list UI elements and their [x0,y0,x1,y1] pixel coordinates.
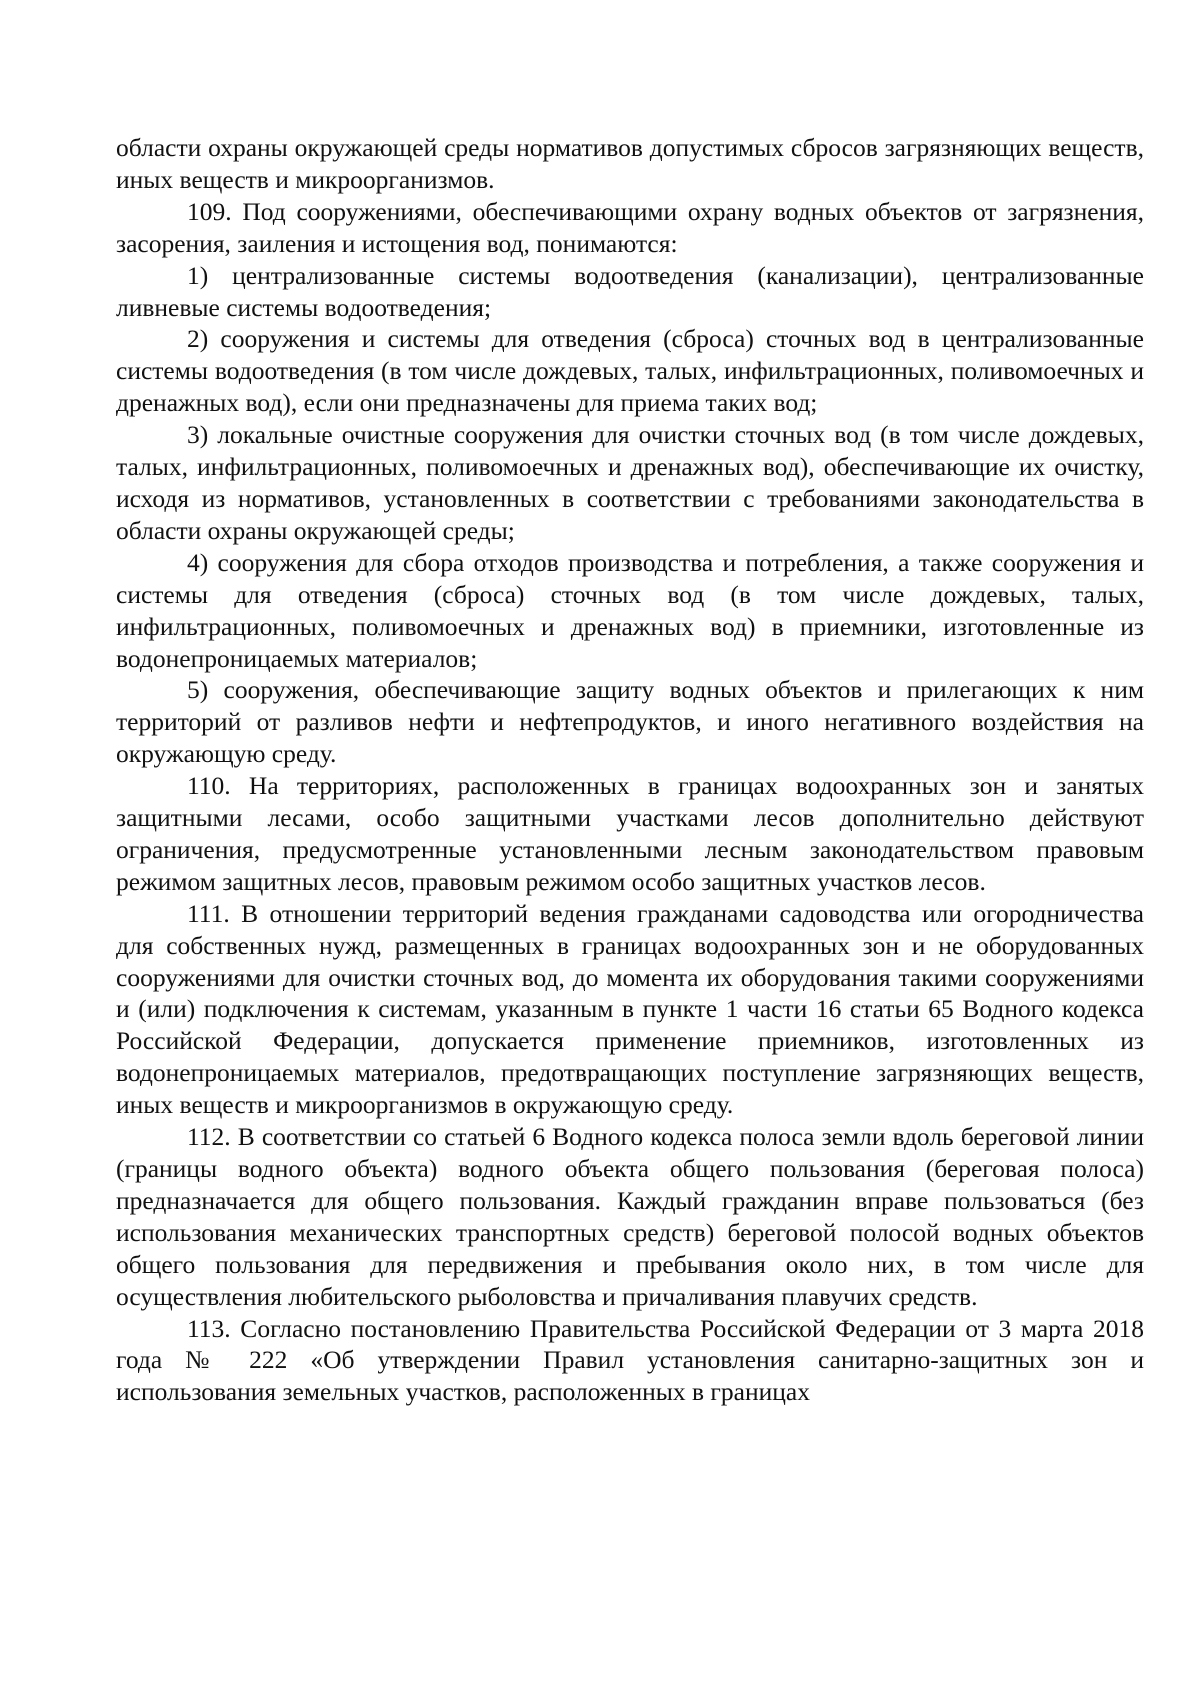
paragraph-109-item-3: 3) локальные очистные сооружения для очистки сточных вод (в том числе дождевых, талых, инфильтрационных, поливомоечных и дренажных вод), обеспечивающие их очистку, исходя из нормативов, установленных в соответствии с требованиями законодательства в области охраны окружающей среды; [116,420,1144,545]
paragraph-109: 109. Под сооружениями, обеспечивающими охрану водных объектов от загрязнения, засорения, заиления и истощения вод, понимаются: [116,196,1144,258]
paragraph-109-item-2: 2) сооружения и системы для отведения (сброса) сточных вод в централизованные системы водоотведения (в том числе дождевых, талых, инфильтрационных, поливомоечных и дренажных вод), если они предназначены для приема таких вод; [116,324,1144,418]
paragraph-continuation: области охраны окружающей среды нормативов допустимых сбросов загрязняющих веществ, иных веществ и микроорганизмов. [116,133,1144,194]
paragraph-111: 111. В отношении территорий ведения гражданами садоводства или огородничества для собственных нужд, размещенных в границах водоохранных зон и не оборудованных сооружениями для очистки сточных вод, до момента их оборудования такими сооружениями и (или) подключения к системам, указанным в пункте 1 части 16 статьи 65 Водного кодекса Российской Федерации, допускается применение приемников, изготовленных из водонепроницаемых материалов, предотвращающих поступление загрязняющих веществ, иных веществ и микроорганизмов в окружающую среду. [116,898,1144,1120]
paragraph-109-item-4: 4) сооружения для сбора отходов производства и потребления, а также сооружения и системы для отведения (сброса) сточных вод (в том числе дождевых, талых, инфильтрационных, поливомоечных и дренажных вод) в приемники, изготовленные из водонепроницаемых материалов; [116,547,1144,673]
paragraph-112: 112. В соответствии со статьей 6 Водного кодекса полоса земли вдоль береговой линии (границы водного объекта) водного объекта общего пользования (береговая полоса) предназначается для общего пользования. Каждый гражданин вправе пользоваться (без использования механических транспортных средств) береговой полосой водных объектов общего пользования для передвижения и пребывания около них, в том числе для осуществления любительского рыболовства и причаливания плавучих средств. [116,1122,1144,1311]
paragraph-110: 110. На территориях, расположенных в границах водоохранных зон и занятых защитными лесами, особо защитными участками лесов дополнительно действуют ограничения, предусмотренные установленными лесным законодательством правовым режимом защитных лесов, правовым режимом особо защитных участков лесов. [116,771,1144,896]
paragraph-109-item-5: 5) сооружения, обеспечивающие защиту водных объектов и прилегающих к ним территорий от разливов нефти и нефтепродуктов, и иного негативного воздействия на окружающую среду. [116,675,1144,769]
document-body [116,132,1144,1408]
paragraph-109-item-1: 1) централизованные системы водоотведения (канализации), централизованные ливневые системы водоотведения; [116,260,1144,322]
paragraph-113: 113. Согласно постановлению Правительства Российской Федерации от 3 марта 2018 года № 222 «Об утверждении Правил установления санитарно-защитных зон и использования земельных участков, расположенных в границах [116,1313,1144,1407]
